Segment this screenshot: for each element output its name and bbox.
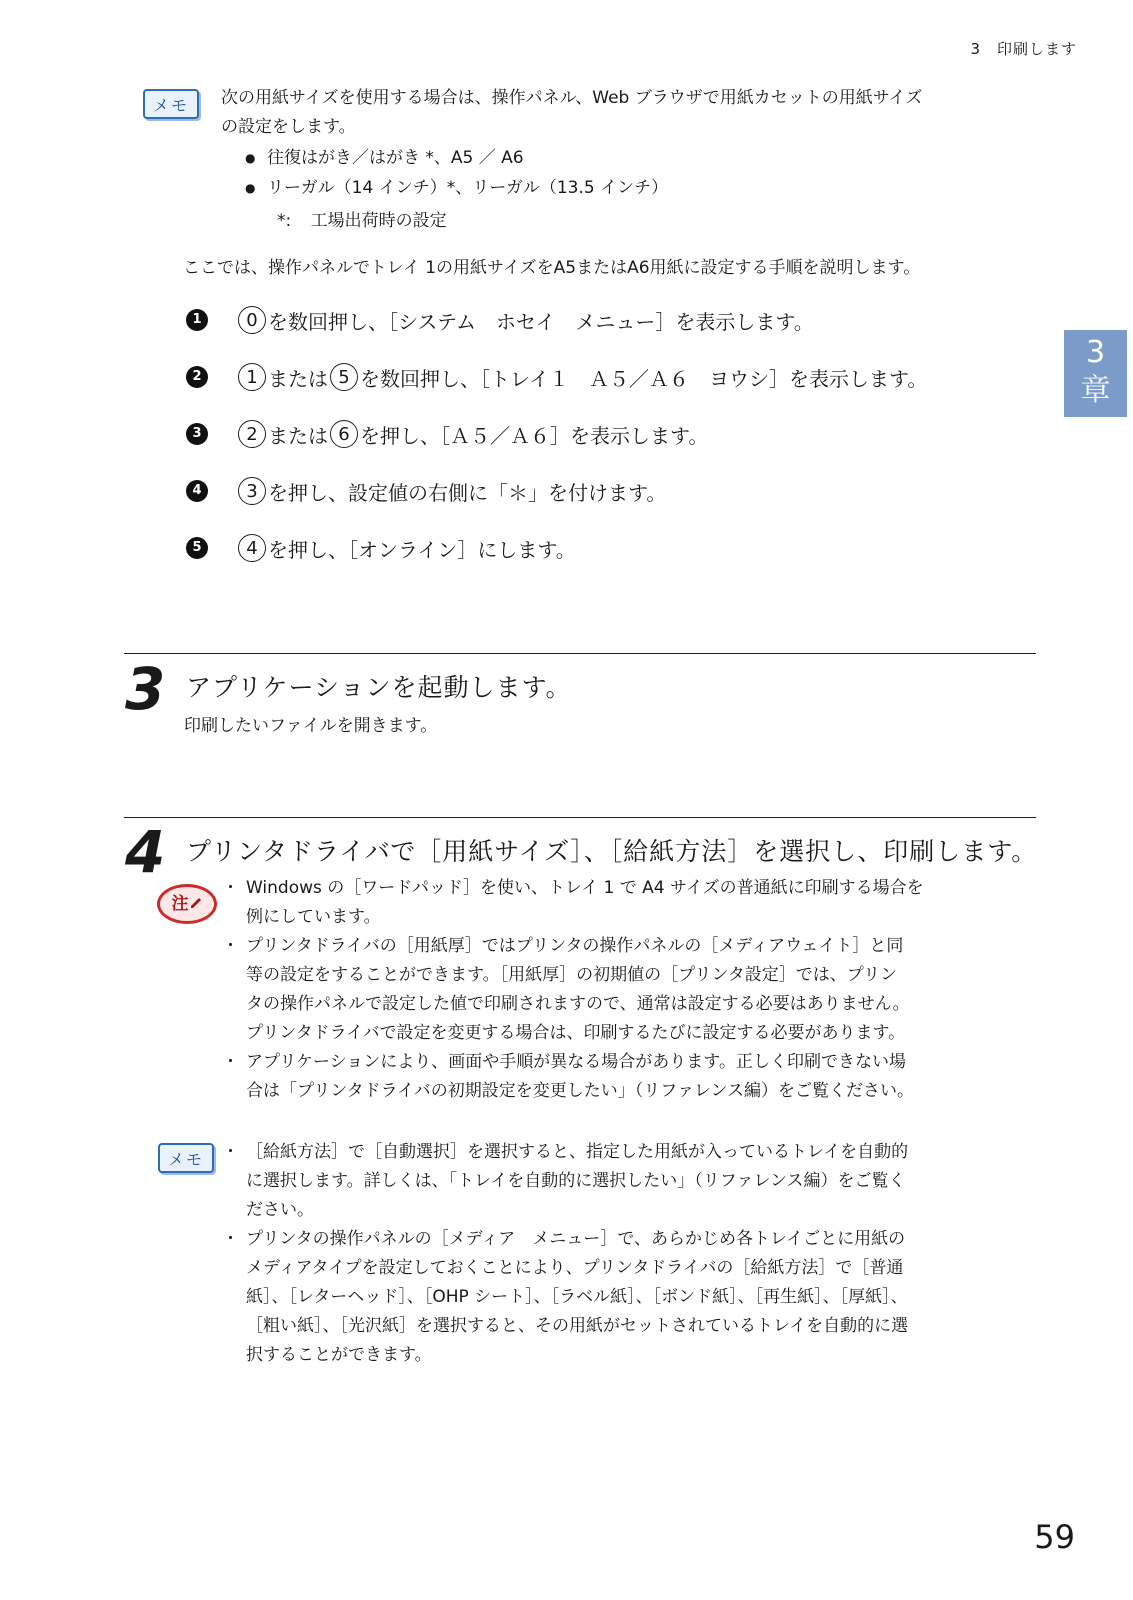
caution-label: 注 <box>171 894 189 914</box>
list-item-line: 紙］、［レターヘッド］、［OHP シート］、［ラベル紙］、［ボンド紙］、［再生紙］、［厚紙］、 <box>246 1287 908 1307</box>
list-item-line: ・ プリンタの操作パネルの［メディア メニュー］で、あらかじめ各トレイごとに用紙の <box>246 1229 906 1249</box>
procedure-intro: ここでは、操作パネルでトレイ 1の用紙サイズをA5またはA6用紙に設定する手順を説明します。 <box>183 258 921 278</box>
list-item-line: ださい。 <box>246 1200 314 1220</box>
memo-icon: メモ <box>158 1143 214 1173</box>
step-description: 印刷したいファイルを開きます。 <box>184 716 438 736</box>
section-divider <box>124 653 1036 654</box>
keypad-key: 4 <box>238 534 266 562</box>
memo1-intro-line: の設定をします。 <box>221 117 356 137</box>
list-item-line: ・ ［給紙方法］で［自動選択］を選択すると、指定した用紙が入っているトレイを自動的 <box>246 1142 909 1162</box>
step-heading-title: プリンタドライバで［用紙サイズ］、［給紙方法］を選択し、印刷します。 <box>186 837 1038 866</box>
pencil-icon <box>189 896 203 910</box>
list-item <box>222 874 1022 932</box>
list-item-line: ・ アプリケーションにより、画面や手順が異なる場合があります。正しく印刷できない場 <box>246 1052 906 1072</box>
keypad-key: 3 <box>238 477 266 505</box>
list-item: ● 往復はがき／はがき *、A5 ／ A6 <box>233 143 1013 173</box>
footnote-mark: *: <box>277 211 292 231</box>
caution-list <box>222 874 1022 1106</box>
chapter-label: 章 <box>1080 373 1111 408</box>
list-item-line: 例にしています。 <box>246 907 381 927</box>
list-item-line: ［粗い紙］、［光沢紙］を選択すると、その用紙がセットされているトレイを自動的に選 <box>246 1316 909 1336</box>
step-text: を数回押し、［システム ホセイ メニュー］を表示します。 <box>268 309 814 334</box>
caution-icon <box>157 884 217 924</box>
list-item-line: ・ プリンタドライバの［用紙厚］ではプリンタの操作パネルの［メディアウェイト］と同 <box>246 936 904 956</box>
memo-list <box>222 1138 1022 1370</box>
list-item-line: に選択します。詳しくは、「トレイを自動的に選択したい」（リファレンス編）をご覧く <box>246 1171 906 1191</box>
step-number: 4 <box>186 480 208 502</box>
list-item-line: 等の設定をすることができます。［用紙厚］の初期値の［プリンタ設定］では、プリン <box>246 965 898 985</box>
keypad-key: 0 <box>238 306 266 334</box>
procedure-steps <box>186 300 1046 568</box>
footnote <box>277 207 447 236</box>
running-head: 3 印刷します <box>970 40 1077 58</box>
procedure-step <box>186 300 1046 340</box>
step-text: を押し、［オンライン］にします。 <box>268 537 576 562</box>
list-item-line: ・ Windows の［ワードパッド］を使い、トレイ 1 で A4 サイズの普通紙に印刷する場合を <box>246 878 924 898</box>
procedure-step <box>186 414 1046 454</box>
paper-size-list <box>233 143 1013 203</box>
step-number: 3 <box>186 423 208 445</box>
step-number: 2 <box>186 366 208 388</box>
step-heading-number: 4 <box>125 818 166 886</box>
memo-icon: メモ <box>143 89 199 119</box>
section-divider <box>124 817 1036 818</box>
procedure-step <box>186 528 1046 568</box>
memo1-intro <box>221 84 1021 142</box>
list-item <box>222 932 1022 1048</box>
step-text: を押し、［Ａ５／Ａ６］を表示します。 <box>360 423 709 448</box>
step-text: を数回押し、［トレイ１ Ａ５／Ａ６ ヨウシ］を表示します。 <box>360 366 928 391</box>
keypad-key: 1 <box>238 363 266 391</box>
list-item <box>222 1138 1022 1225</box>
chapter-number: 3 <box>1085 335 1106 370</box>
step-connector: または <box>268 423 328 448</box>
step-heading-number: 3 <box>125 655 166 723</box>
keypad-key: 6 <box>330 420 358 448</box>
step-connector: または <box>268 366 328 391</box>
step-number: 5 <box>186 537 208 559</box>
chapter-tab <box>1064 330 1127 417</box>
keypad-key: 2 <box>238 420 266 448</box>
step-text: を押し、設定値の右側に「＊」を付けます。 <box>268 480 667 505</box>
step-number: 1 <box>186 309 208 331</box>
list-item-line: 択することができます。 <box>246 1345 432 1365</box>
list-item <box>222 1225 1022 1370</box>
list-item-line: メディアタイプを設定しておくことにより、プリンタドライバの［給紙方法］で［普通 <box>246 1258 904 1278</box>
footnote-text: 工場出荷時の設定 <box>310 211 447 231</box>
list-item <box>222 1048 1022 1106</box>
keypad-key: 5 <box>330 363 358 391</box>
memo1-intro-line: 次の用紙サイズを使用する場合は、操作パネル、Web ブラウザで用紙カセットの用紙サイズ <box>221 88 923 108</box>
page-number: 59 <box>1034 1518 1075 1556</box>
list-item-line: プリンタドライバで設定を変更する場合は、印刷するたびに設定する必要があります。 <box>246 1023 906 1043</box>
procedure-step <box>186 471 1046 511</box>
list-item-line: タの操作パネルで設定した値で印刷されますので、通常は設定する必要はありません。 <box>246 994 910 1014</box>
list-item: ● リーガル（14 インチ）*、リーガル（13.5 インチ） <box>233 173 1013 203</box>
step-heading-title: アプリケーションを起動します。 <box>186 673 572 702</box>
list-item-line: 合は「プリンタドライバの初期設定を変更したい」（リファレンス編）をご覧ください。 <box>246 1081 915 1101</box>
procedure-step <box>186 357 1046 397</box>
